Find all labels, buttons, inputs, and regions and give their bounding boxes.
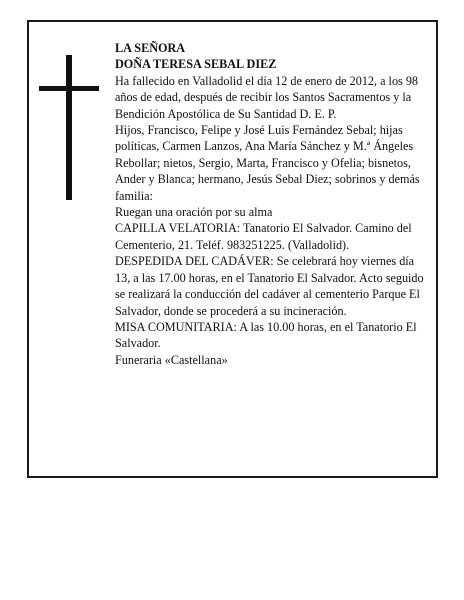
death-announcement: Ha fallecido en Valladolid el día 12 de enero de 2012, a los 98 años de edad, después de recibir los Santos Sacramentos y la Bendición Apostólica de Su Santidad D. E. P. <box>115 73 419 121</box>
cross-icon <box>39 55 99 200</box>
family-list: Hijos, Francisco, Felipe y José Luis Fernández Sebal; hijas políticas, Carmen Lanzos, Ana María Sánchez y M.ª Ángeles Rebollar; nietos, Sergio, Marta, Francisco y Ofelia; bisnetos, Ander y Blanca; hermano, Jesús Sebal Diez; sobrinos y demás familia: <box>115 123 420 203</box>
chapel-info: CAPILLA VELATORIA: Tanatorio El Salvador. Camino del Cementerio, 21. Teléf. 983251225. (Valladolid). <box>115 221 412 252</box>
funeral-home: Funeraria «Castellana» <box>115 352 228 367</box>
header-title: LA SEÑORA <box>115 41 186 55</box>
cross-vertical-bar <box>66 55 72 200</box>
mass-info: MISA COMUNITARIA: A las 10.00 horas, en el Tanatorio El Salvador. <box>115 319 417 351</box>
deceased-name: DOÑA TERESA SEBAL DIEZ <box>115 57 277 72</box>
obituary-text <box>115 40 427 368</box>
farewell-info: DESPEDIDA DEL CADÁVER: Se celebrará hoy viernes día 13, a las 17.00 horas, en el Tanatorio El Salvador. Acto seguido se realizará la conducción del cadáver al cementerio Parque El Salvador, donde se procederá a su incineración. <box>115 254 424 318</box>
obituary-notice <box>27 20 438 478</box>
prayer-request: Ruegan una oración por su alma <box>115 205 273 220</box>
cross-horizontal-bar <box>39 86 99 91</box>
